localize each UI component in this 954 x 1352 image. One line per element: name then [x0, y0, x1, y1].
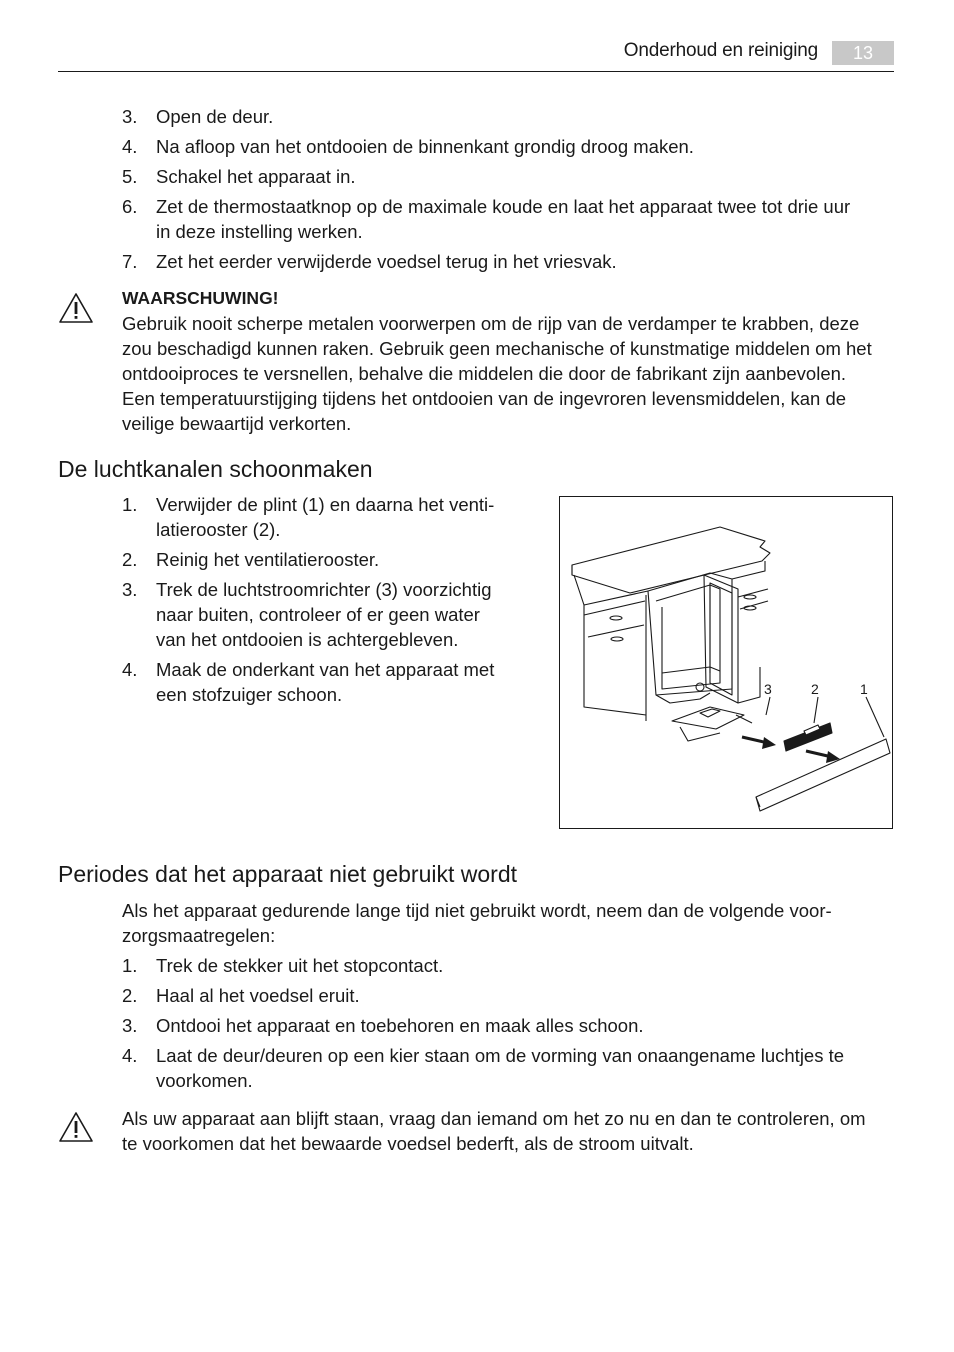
intro-line: Als het apparaat gedurende lange tijd niet gebruikt wordt, neem dan de volgende voor-	[122, 900, 832, 921]
step-text: Maak de onderkant van het apparaat met	[156, 659, 495, 680]
section-heading-air-channels: De luchtkanalen schoonmaken	[58, 456, 373, 482]
section-heading-unused-periods: Periodes dat het apparaat niet gebruikt wordt	[58, 861, 518, 887]
step-text: Laat de deur/deuren op een kier staan om de vorming van onaangename luchtjes te	[156, 1045, 845, 1066]
appliance-illustration	[560, 497, 892, 828]
callout-label-2: 2	[811, 681, 819, 697]
step-text: Open de deur.	[156, 106, 274, 127]
warning-title: WAARSCHUWING!	[122, 288, 279, 308]
ventilation-figure	[559, 496, 893, 829]
step-text: Trek de stekker uit het stopcontact.	[156, 955, 444, 976]
unused-steps-list	[122, 953, 902, 1093]
step-text: in deze instelling werken.	[156, 221, 363, 242]
list-item: 5. Schakel het apparaat in.	[122, 166, 356, 187]
warning-line: Gebruik nooit scherpe metalen voorwerpen om de rijp van de verdamper te krabben, deze	[122, 313, 860, 334]
step-text: naar buiten, controleer of er geen water	[156, 604, 480, 625]
list-item: 3. Ontdooi het apparaat en toebehoren en maak alles schoon.	[122, 1015, 644, 1036]
step-text: voorkomen.	[156, 1070, 253, 1091]
defrost-steps-list	[122, 104, 902, 274]
list-item: 2. Reinig het ventilatierooster.	[122, 549, 380, 570]
step-text: een stofzuiger schoon.	[156, 684, 343, 705]
list-item: 2. Haal al het voedsel eruit.	[122, 985, 360, 1006]
step-text: Verwijder de plint (1) en daarna het venti-	[156, 494, 495, 515]
warning-line: zou beschadigd kunnen raken. Gebruik geen mechanische of kunstmatige middelen om het	[122, 338, 872, 359]
step-text: latierooster (2).	[156, 519, 281, 540]
list-item: 4. Maak de onderkant van het apparaat met een stofzuiger schoon.	[122, 659, 495, 705]
caution-block	[122, 1106, 912, 1156]
list-item: 3. Open de deur.	[122, 106, 274, 127]
caution-line: te voorkomen dat het bewaarde voedsel bederft, als de stroom uitvalt.	[122, 1133, 694, 1154]
list-item: 4. Na afloop van het ontdooien de binnenkant grondig droog maken.	[122, 136, 694, 157]
step-text: Reinig het ventilatierooster.	[156, 549, 380, 570]
warning-line: veilige bewaartijd verkorten.	[122, 413, 352, 434]
warning-icon	[58, 292, 94, 324]
list-item: 7. Zet het eerder verwijderde voedsel terug in het vriesvak.	[122, 251, 617, 272]
list-item: 1. Trek de stekker uit het stopcontact.	[122, 955, 444, 976]
callout-label-1: 1	[860, 681, 868, 697]
step-text: Ontdooi het apparaat en toebehoren en maak alles schoon.	[156, 1015, 644, 1036]
unused-intro	[122, 898, 902, 948]
step-text: Haal al het voedsel eruit.	[156, 985, 360, 1006]
air-channel-steps-list	[122, 492, 542, 707]
caution-line: Als uw apparaat aan blijft staan, vraag dan iemand om het zo nu en dan te controleren, om	[122, 1108, 866, 1129]
step-text: Zet het eerder verwijderde voedsel terug in het vriesvak.	[156, 251, 617, 272]
step-text: Trek de luchtstroomrichter (3) voorzichtig	[156, 579, 492, 600]
step-text: Zet de thermostaatknop op de maximale koude en laat het apparaat twee tot drie uur	[156, 196, 851, 217]
list-item: 4. Laat de deur/deuren op een kier staan om de vorming van onaangename luchtjes te voorkomen.	[122, 1045, 845, 1091]
caution-icon	[58, 1111, 94, 1143]
header-rule	[58, 71, 894, 72]
warning-line: Een temperatuurstijging tijdens het ontdooien van de ingevroren levensmiddelen, kan de	[122, 388, 847, 409]
step-text: Na afloop van het ontdooien de binnenkant grondig droog maken.	[156, 136, 694, 157]
running-header: Onderhoud en reiniging	[623, 40, 818, 61]
page-number: 13	[832, 41, 894, 65]
callout-label-3: 3	[764, 681, 772, 697]
list-item: 1. Verwijder de plint (1) en daarna het venti- latierooster (2).	[122, 494, 495, 540]
step-text: Schakel het apparaat in.	[156, 166, 356, 187]
intro-line: zorgsmaatregelen:	[122, 925, 276, 946]
list-item: 6. Zet de thermostaatknop op de maximale koude en laat het apparaat twee tot drie uur in deze instelling werken.	[122, 196, 851, 242]
warning-line: ontdooiproces te versnellen, behalve die middelen die door de fabrikant zijn aanbevolen.	[122, 363, 847, 384]
step-text: van het ontdooien is achtergebleven.	[156, 629, 459, 650]
warning-block	[122, 286, 912, 436]
list-item: 3. Trek de luchtstroomrichter (3) voorzichtig naar buiten, controleer of er geen water van het ontdooien is achtergebleven.	[122, 579, 492, 650]
